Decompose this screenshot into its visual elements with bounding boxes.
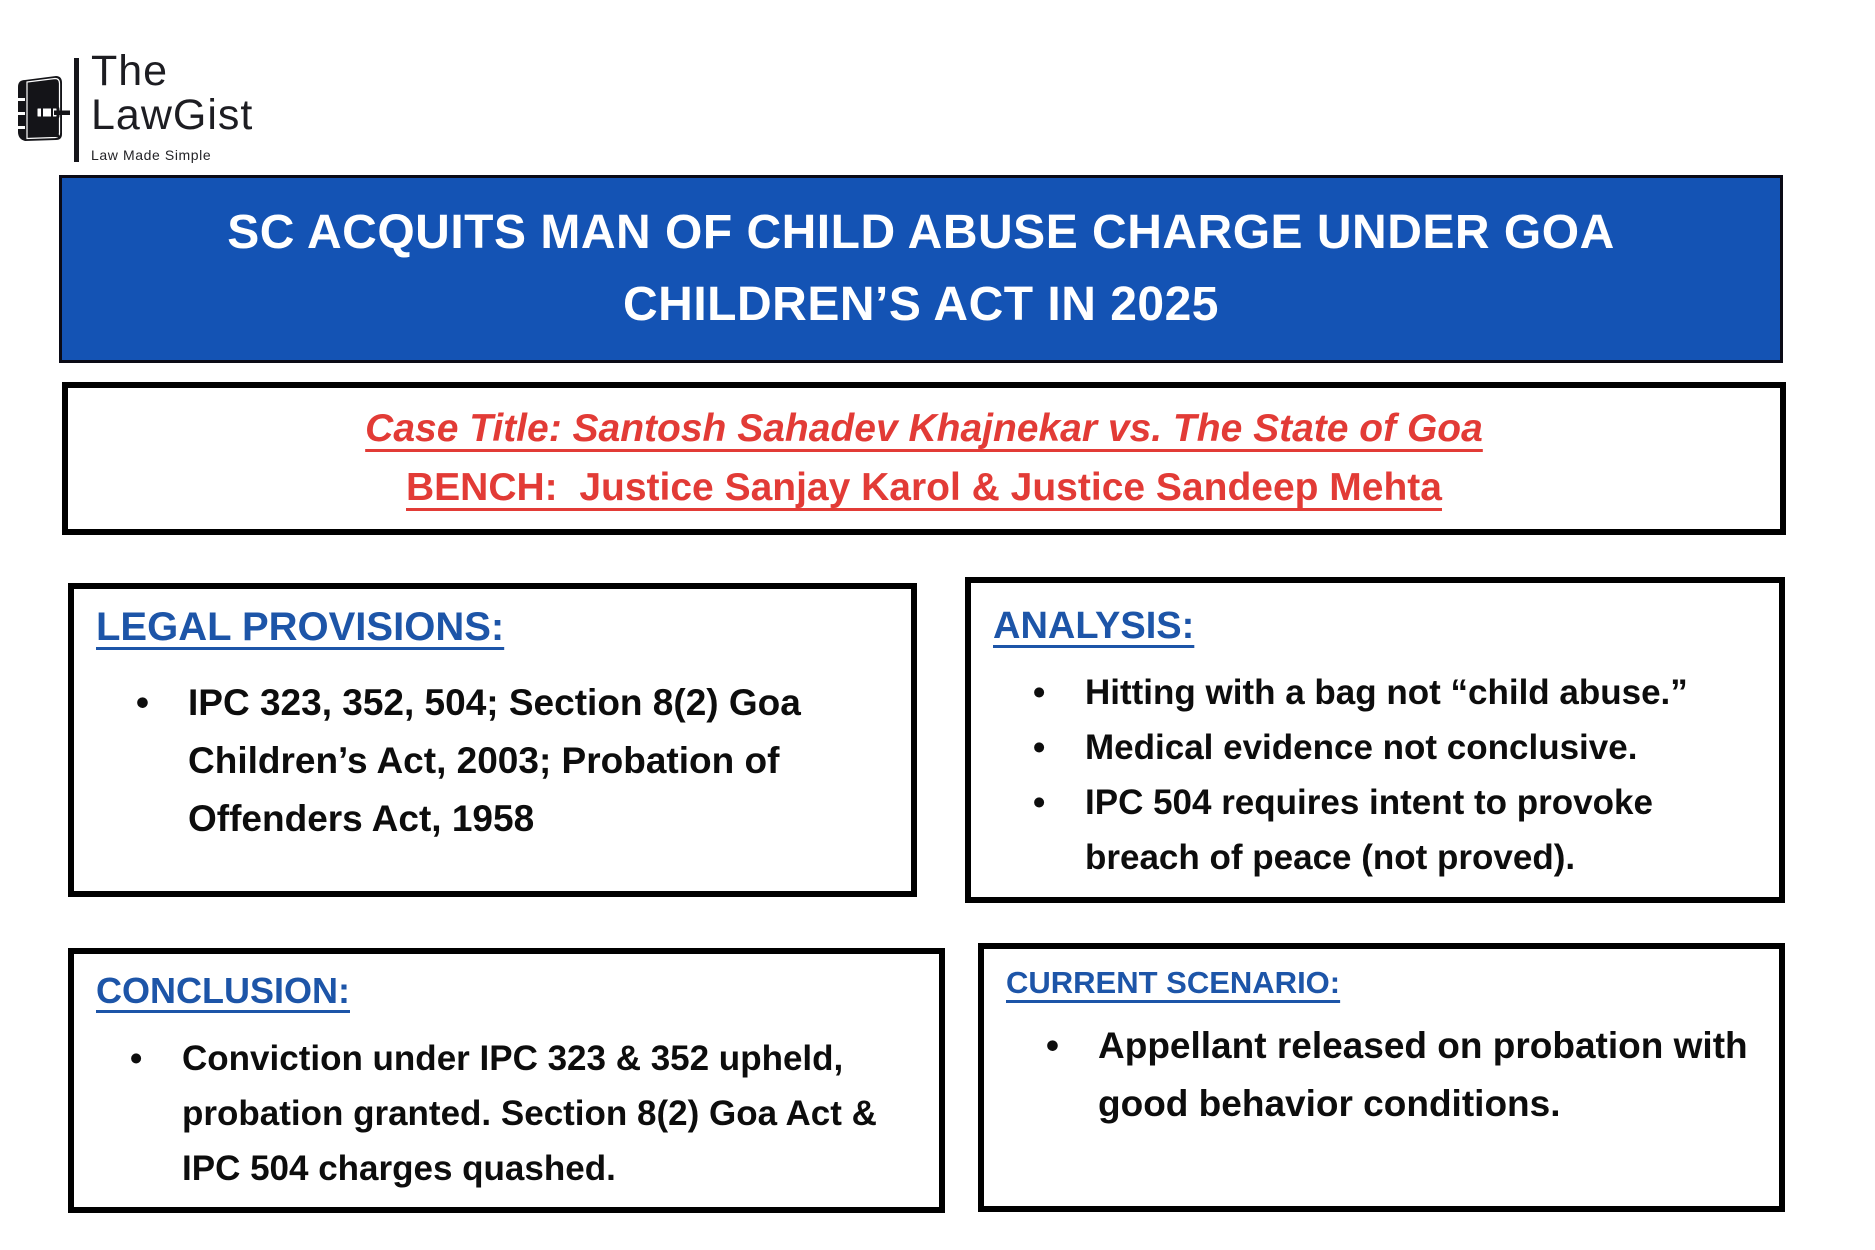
headline-line-1: SC ACQUITS MAN OF CHILD ABUSE CHARGE UNDER GOA [227,206,1615,259]
headline-banner [59,175,1783,363]
section-legal-provisions [68,583,917,897]
section-analysis [965,577,1785,903]
legal-provisions-list [96,674,891,848]
brand-tagline: Law Made Simple [91,146,212,163]
analysis-item: • Medical evidence not conclusive. [1085,721,1759,776]
current-scenario-item: • Appellant released on probation with good behavior conditions. [1098,1017,1759,1133]
current-scenario-heading: CURRENT SCENARIO: [1006,965,1341,1000]
legal-provisions-item: • IPC 323, 352, 504; Section 8(2) Goa Children’s Act, 2003; Probation of Offenders Act, 1958 [188,674,891,848]
analysis-heading: ANALYSIS: [993,605,1195,647]
brand-name-line1: The [91,47,169,95]
analysis-list [993,666,1759,886]
current-scenario-list [1006,1017,1759,1133]
conclusion-heading: CONCLUSION: [96,970,350,1011]
logo-divider [74,58,79,162]
law-book-gavel-icon [10,74,70,144]
analysis-item: • Hitting with a bag not “child abuse.” [1085,666,1759,721]
headline-line-2: CHILDREN’S ACT IN 2025 [623,278,1219,331]
analysis-item: • IPC 504 requires intent to provoke breach of peace (not proved). [1085,776,1759,886]
brand-name-line2: LawGist [91,90,254,139]
conclusion-list [96,1032,919,1197]
section-conclusion [68,948,945,1213]
brand-name [91,47,254,163]
case-info-box [62,382,1786,535]
brand-logo [10,47,254,163]
section-current-scenario [978,943,1785,1212]
legal-provisions-heading: LEGAL PROVISIONS: [96,605,505,649]
case-title-text: Case Title: Santosh Sahadev Khajnekar vs. The State of Goa [365,407,1483,450]
bench-text: BENCH: Justice Sanjay Karol & Justice Sandeep Mehta [406,466,1442,509]
conclusion-item: • Conviction under IPC 323 & 352 upheld, probation granted. Section 8(2) Goa Act & IPC 504 charges quashed. [182,1032,919,1197]
